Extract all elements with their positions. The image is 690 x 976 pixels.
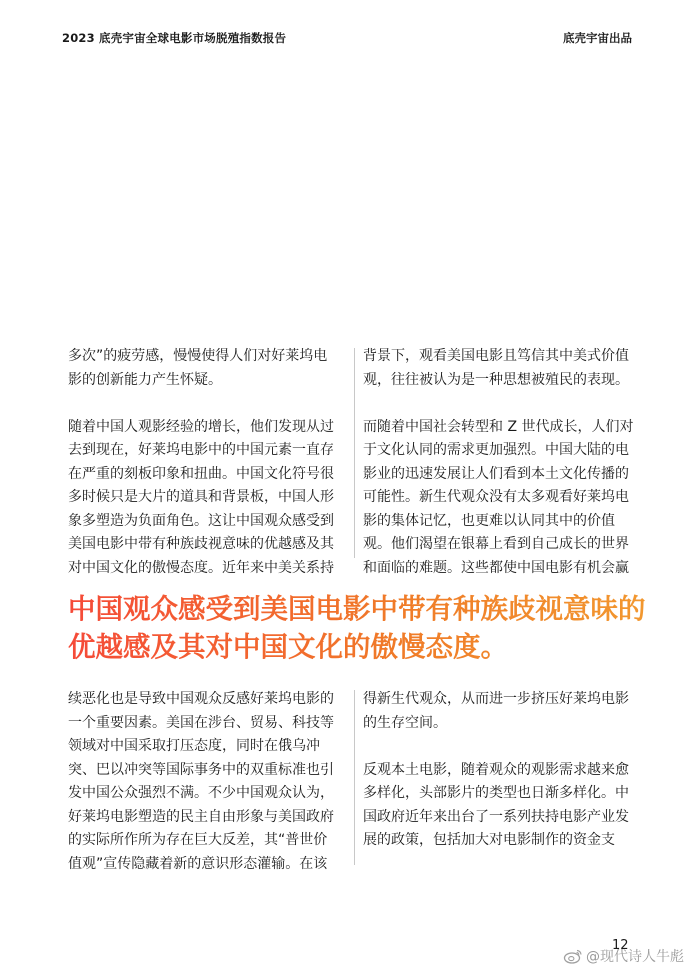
lower-left-column <box>68 688 350 876</box>
watermark <box>563 946 684 966</box>
column-divider-lower <box>354 690 355 865</box>
page-number: 12 <box>612 938 629 953</box>
lower-right-column <box>363 688 645 853</box>
watermark-text: @现代诗人牛彪 <box>586 949 684 965</box>
paragraph: 多次”的疲劳感，慢慢使得人们对好莱坞电 影的创新能力产生怀疑。 <box>68 348 328 388</box>
weibo-icon <box>563 948 583 964</box>
publisher-label: 底壳宇宙出品 <box>563 31 632 45</box>
paragraph: 随着中国人观影经验的增长，他们发现从过 去到现在，好莱坞电影中的中国元素一直存 在严重的刻板印象和扭曲。中国文化符号很 多时候只是大片的道具和背景板，中国人形 象多塑造为负面角色。这让中国观众感受到 美国电影中带有种族歧视意味的优越感及其 对中国文化的傲慢态度。近年来中美关系持 <box>68 418 334 576</box>
upper-right-column <box>363 345 645 580</box>
paragraph: 背景下，观看美国电影且笃信其中美式价值 观，往往被认为是一种思想被殖民的表现。 <box>363 348 629 388</box>
paragraph: 而随着中国社会转型和 Z 世代成长，人们对 于文化认同的需求更加强烈。中国大陆的电 影业的迅速发展让人们看到本土文化传播的 可能性。新生代观众没有太多观看好莱坞电 影的集体记忆，也更难以认同其中的价值 观。他们渴望在银幕上看到自己成长的世界 和面临的难题。这些都使中国电影有机会赢 <box>363 418 634 576</box>
pull-quote: 中国观众感受到美国电影中带有种族歧视意味的 优越感及其对中国文化的傲慢态度。 <box>68 590 668 666</box>
column-divider-upper <box>354 348 355 558</box>
paragraph: 反观本土电影，随着观众的观影需求越来愈 多样化，头部影片的类型也日渐多样化。中 国政府近年来出台了一系列扶持电影产业发 展的政策，包括加大对电影制作的资金支 <box>363 761 629 848</box>
paragraph: 得新生代观众，从而进一步挤压好莱坞电影 的生存空间。 <box>363 691 629 731</box>
report-title: 2023 底壳宇宙全球电影市场脱殖指数报告 <box>62 31 287 45</box>
paragraph: 续恶化也是导致中国观众反感好莱坞电影的 一个重要因素。美国在涉台、贸易、科技等 领域对中国采取打压态度，同时在俄乌冲 突、巴以冲突等国际事务中的双重标准也引 发中国公众强烈不满。不少中国观众认为， 好莱坞电影塑造的民主自由形象与美国政府 的实际所作所为存在巨大反差，其“普世价 值观”宣传隐藏着新的意识形态灌输。在该 <box>68 691 334 872</box>
upper-left-column <box>68 345 350 580</box>
